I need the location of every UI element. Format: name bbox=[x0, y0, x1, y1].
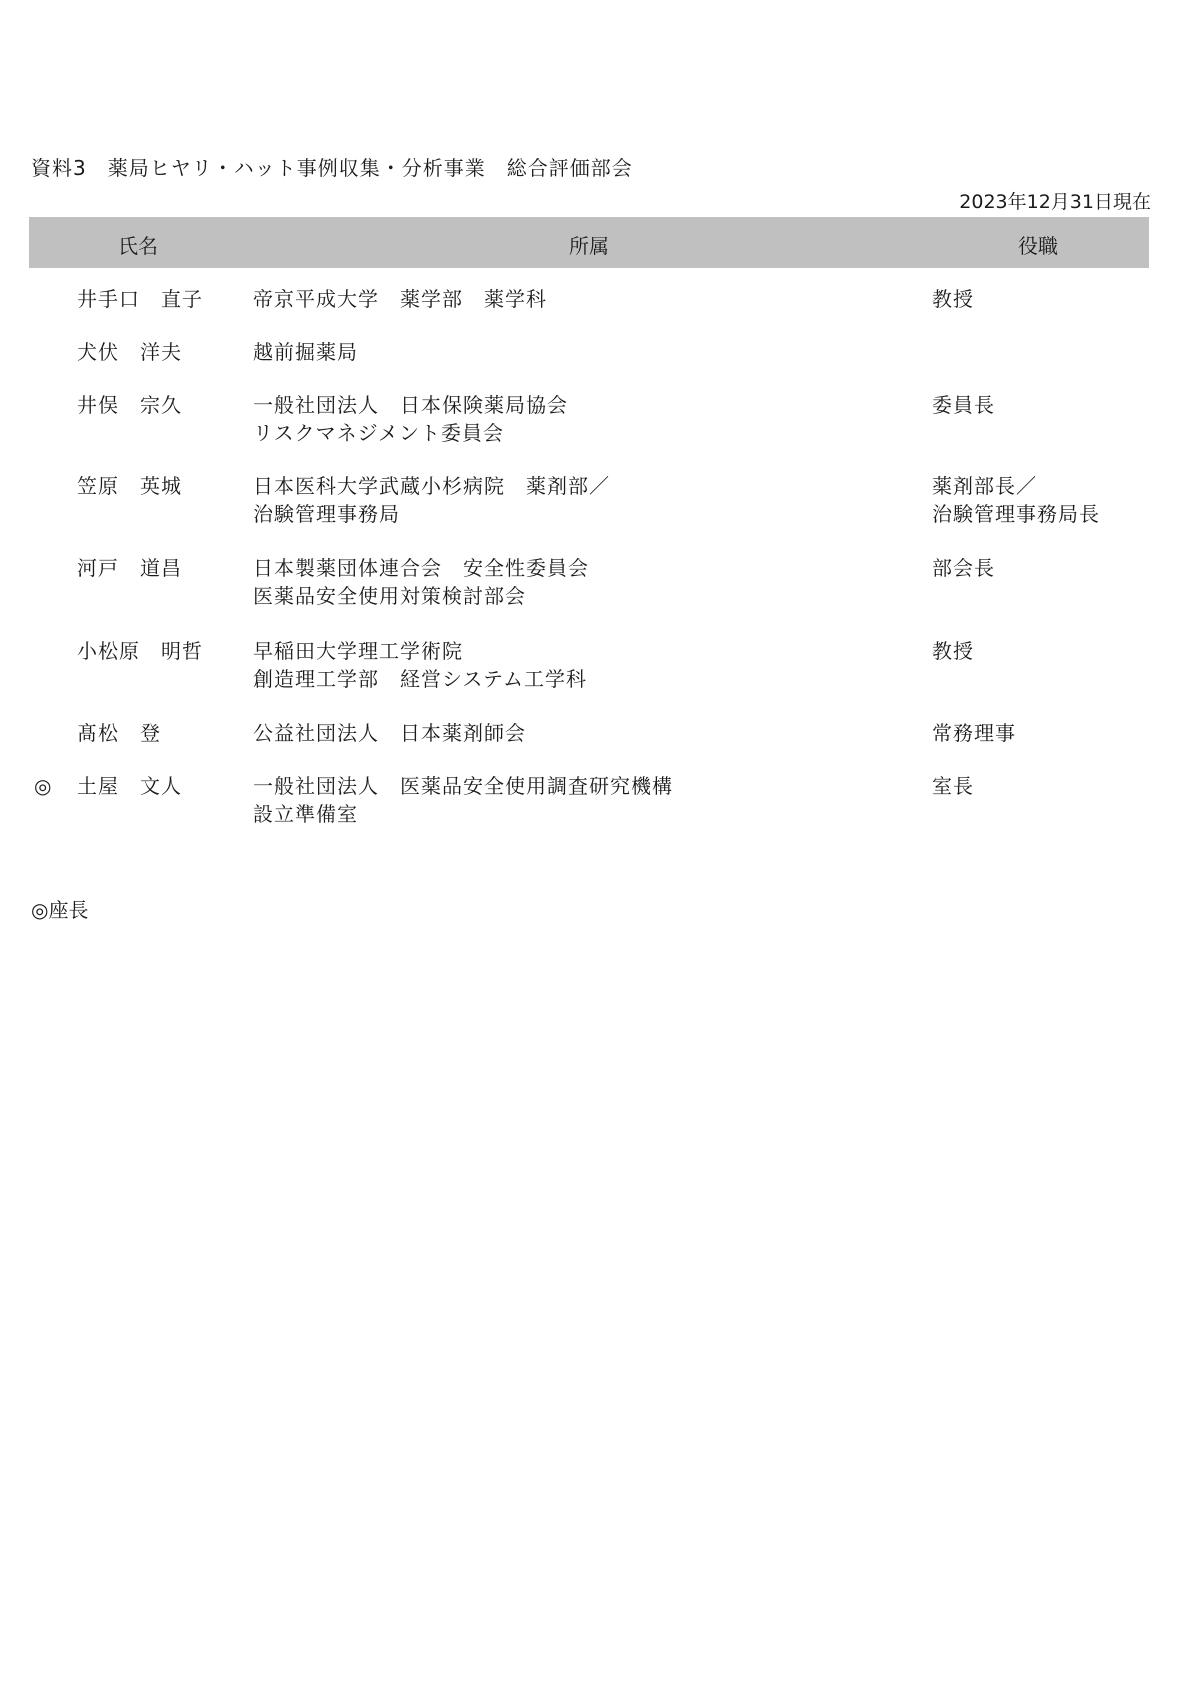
member-affiliation bbox=[253, 338, 358, 366]
position-line: 室長 bbox=[932, 774, 974, 798]
position-line: 治験管理事務局長 bbox=[932, 502, 1100, 526]
document-title: 資料3 薬局ヒヤリ・ハット事例収集・分析事業 総合評価部会 bbox=[31, 156, 633, 180]
member-position bbox=[932, 637, 974, 665]
header-affiliation: 所属 bbox=[569, 234, 609, 258]
position-line: 部会長 bbox=[932, 556, 995, 580]
member-name: 河戸 道昌 bbox=[77, 556, 182, 580]
member-position bbox=[932, 391, 995, 419]
position-line: 委員長 bbox=[932, 393, 995, 417]
affiliation-line: 医薬品安全使用対策検討部会 bbox=[253, 584, 526, 608]
position-line: 薬剤部長／ bbox=[932, 474, 1037, 498]
member-name: 土屋 文人 bbox=[77, 774, 182, 798]
header-name: 氏名 bbox=[118, 234, 158, 258]
affiliation-line: 設立準備室 bbox=[253, 802, 358, 826]
member-position bbox=[932, 285, 974, 313]
member-name: 小松原 明哲 bbox=[77, 639, 203, 663]
member-name: 笠原 英城 bbox=[77, 474, 182, 498]
member-affiliation bbox=[253, 285, 547, 313]
member-affiliation bbox=[253, 772, 673, 828]
member-name: 井俣 宗久 bbox=[77, 393, 182, 417]
position-line: 教授 bbox=[932, 639, 974, 663]
affiliation-line: 越前掘薬局 bbox=[253, 340, 358, 364]
member-position bbox=[932, 719, 1016, 747]
table-header bbox=[29, 217, 1149, 268]
affiliation-line: 公益社団法人 日本薬剤師会 bbox=[253, 721, 526, 745]
member-affiliation bbox=[253, 391, 568, 447]
affiliation-line: 一般社団法人 日本保険薬局協会 bbox=[253, 393, 568, 417]
member-name: 犬伏 洋夫 bbox=[77, 340, 182, 364]
affiliation-line: 日本製薬団体連合会 安全性委員会 bbox=[253, 556, 589, 580]
affiliation-line: 治験管理事務局 bbox=[253, 502, 400, 526]
position-line: 教授 bbox=[932, 287, 974, 311]
member-affiliation bbox=[253, 472, 610, 528]
member-name: 井手口 直子 bbox=[77, 287, 203, 311]
position-line: 常務理事 bbox=[932, 721, 1016, 745]
affiliation-line: 創造理工学部 経営システム工学科 bbox=[253, 667, 587, 691]
member-affiliation bbox=[253, 637, 587, 693]
member-affiliation bbox=[253, 554, 589, 610]
member-position bbox=[932, 554, 995, 582]
affiliation-line: 早稲田大学理工学術院 bbox=[253, 639, 463, 663]
document-date: 2023年12月31日現在 bbox=[959, 191, 1151, 213]
footnote: ◎座長 bbox=[31, 898, 89, 922]
member-position bbox=[932, 772, 974, 800]
affiliation-line: 一般社団法人 医薬品安全使用調査研究機構 bbox=[253, 774, 673, 798]
affiliation-line: 日本医科大学武蔵小杉病院 薬剤部／ bbox=[253, 474, 610, 498]
header-position: 役職 bbox=[1018, 234, 1058, 258]
member-position bbox=[932, 472, 1100, 528]
member-name: 髙松 登 bbox=[77, 721, 161, 745]
chair-mark: ◎ bbox=[34, 774, 53, 798]
affiliation-line: リスクマネジメント委員会 bbox=[253, 421, 504, 445]
affiliation-line: 帝京平成大学 薬学部 薬学科 bbox=[253, 287, 547, 311]
member-affiliation bbox=[253, 719, 526, 747]
